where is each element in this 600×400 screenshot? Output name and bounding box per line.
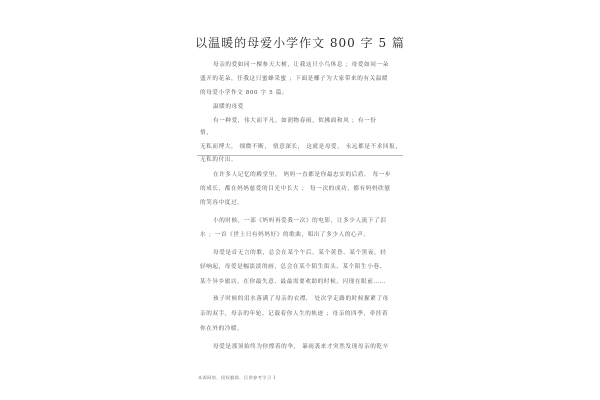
text-line: 母亲的爱如同一棵参天大树，让我这只小鸟休息 ；母爱如同一朵: [213, 62, 389, 68]
text-line: 情，: [200, 130, 213, 136]
text-line: 的母爱小学作文 800 字 5 篇。: [200, 90, 289, 96]
text-line: 水 ；一首《世上只有妈妈好》的歌曲，唱出了多少人的心声。: [200, 232, 370, 238]
divider-line: [197, 155, 403, 156]
text-line: 盛开的花朵，任我这只蜜蜂采蜜 ；下面是椰子为大家带来的有关温暖: [200, 76, 389, 82]
text-line: 亲的双手，母亲的年轮，记载着你人生的轨迹 ；母亲的四季，牵挂着: [200, 311, 389, 317]
text-line: 母爱是那顶始终为你撑着的伞， 暴雨袭来才突然发现母亲的乾卒: [213, 344, 389, 350]
text-line: 母爱是首无言的歌，总会在某个午后、某个黄昏、某个黑夜，轻: [213, 250, 387, 256]
text-line: 在许多人记忆的殿堂里， 妈妈一直都是你最忠实的后盾， 每一步: [213, 172, 392, 178]
section-heading: 温暖的母爱: [213, 104, 244, 110]
text-line: 的成长，都在妈妈慈爱的目光中长大 ； 每一次的成功，都有妈妈欣慰: [200, 186, 391, 192]
text-line: 无私而博大， 细微不断， 情意深长， 这就是母爱， 永远都是不求回报，: [200, 144, 402, 150]
footer-note: 本源网络，侵权删除，仅供参考学习 1: [198, 375, 277, 380]
text-line: 无私的付出。: [200, 157, 238, 163]
text-line: 某个异乡旅店，在你最失意、最最需要欢助的时候，闪现在眼前……: [200, 279, 386, 285]
document-title: 以温暖的母爱小学作文 800 字 5 篇: [195, 36, 405, 50]
text-line: 你在外的冷暖。: [200, 326, 244, 332]
text-line: 小的时候，一部《妈妈再爱我一次》的电影，让多少人流下了泪: [213, 218, 387, 224]
text-line: 轻响起，母爱是幅淡淡的画，总会在某个陌生街头、某个陌生小巷、: [200, 264, 386, 270]
text-line: 孩子时候的泪水落满了母亲的衣襟， 处次学走路的时候握紧了母: [213, 296, 389, 302]
text-line: 的笑容中度过。: [200, 200, 244, 206]
text-line: 有一种爱，伟大而平凡，如润物春雨，似拂面和风 ；有一份: [213, 118, 377, 124]
